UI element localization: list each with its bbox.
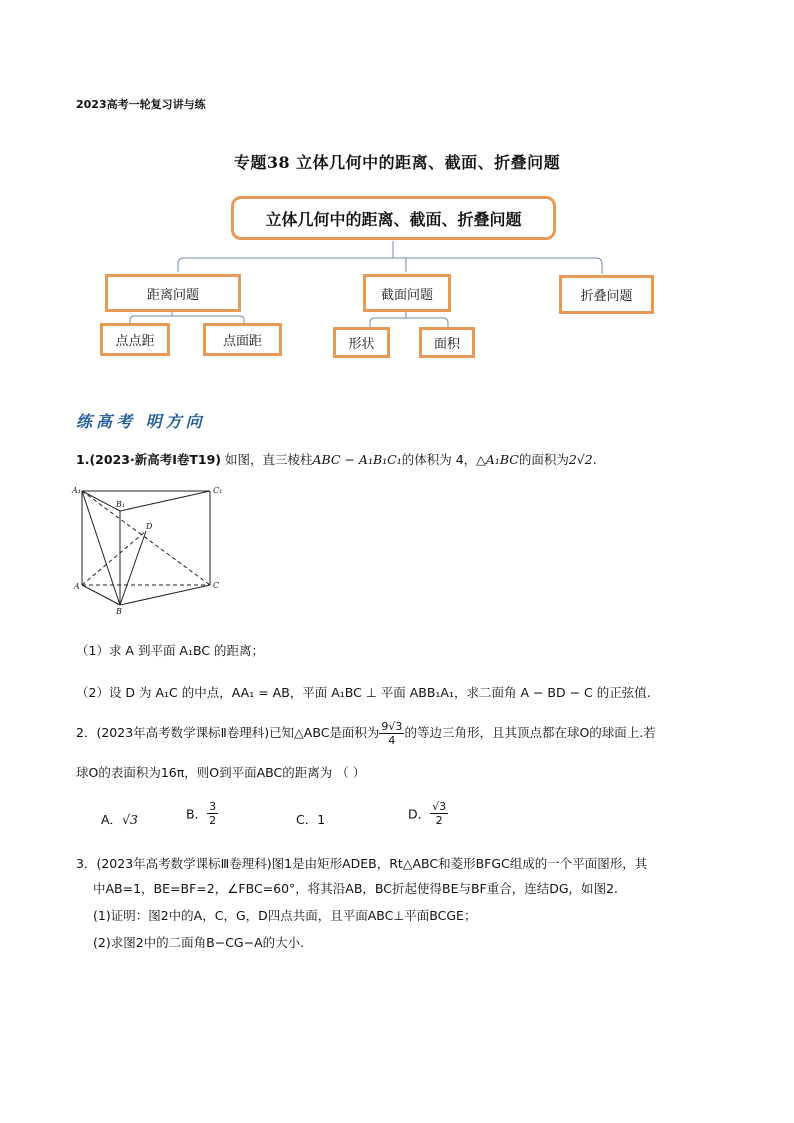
edge-bc [120, 585, 210, 605]
label-a1: A₁ [72, 486, 81, 495]
question-2 [76, 720, 794, 747]
node-folding: 折叠问题 [559, 275, 654, 314]
diagram-root-node: 立体几何中的距离、截面、折叠问题 [231, 196, 556, 240]
q2-option-b-fraction [207, 800, 218, 827]
q1-source: (2023·新高考Ⅰ卷T19) [89, 452, 221, 467]
page-header: 2023高考一轮复习讲与练 [76, 98, 206, 111]
q2-option-a[interactable] [101, 810, 138, 828]
label-d: D [146, 522, 153, 531]
question-1 [76, 451, 776, 469]
q2-frac-num: 9√3 [381, 720, 403, 733]
q2-frac-den: 4 [388, 734, 396, 747]
q1-area: 2√2 [568, 452, 593, 467]
q2-line-2: 球O的表面积为16π，则O到平面ABC的距离为 （ ） [76, 765, 366, 780]
node-shape: 形状 [333, 327, 390, 358]
q1-text-c: 的面积为 [518, 452, 569, 467]
q2-option-c[interactable] [296, 810, 325, 828]
connector-branches [178, 258, 602, 274]
label-c1: C₁ [213, 486, 223, 495]
q2-prefix: 2．(2023年高考数学课标Ⅱ卷理科)已知△ABC是面积为 [76, 725, 380, 740]
q3-line-2: 中AB=1，BE=BF=2，∠FBC=60°，将其沿AB，BC折起使得BE与BF重合，连结DG，如图2. [93, 881, 618, 896]
q1-end: . [592, 452, 597, 467]
q2-fraction [379, 720, 404, 747]
label-b: B [116, 607, 122, 615]
label-c: C [213, 581, 220, 590]
node-area: 面积 [419, 327, 475, 358]
q1-part-2: （2）设 D 为 A₁C 的中点，AA₁ = AB，平面 A₁BC ⊥ 平面 ABB₁A₁，求二面角 A − BD − C 的正弦值. [76, 685, 651, 700]
q2-option-b-den: 2 [209, 814, 217, 827]
q1-text-a: 如图，直三棱柱 [221, 452, 313, 467]
q1-prism: ABC − A₁B₁C₁ [312, 452, 402, 467]
q2-option-a-value: √3 [122, 812, 138, 827]
q3-part-1: (1)证明：图2中的A，C，G，D四点共面，且平面ABC⊥平面BCGE； [93, 908, 477, 923]
q2-option-d-num: √3 [432, 800, 447, 813]
q1-triangle: △A₁BC [476, 452, 519, 467]
q3-line-1: 3．(2023年高考数学课标Ⅲ卷理科)图1是由矩形ADEB，Rt△ABC和菱形BFGC组成的一个平面图形，其 [76, 856, 648, 871]
node-distance: 距离问题 [105, 274, 241, 312]
q2-option-b[interactable] [186, 800, 218, 827]
edge-b1c1 [120, 491, 210, 511]
q2-option-b-num: 3 [209, 800, 217, 813]
node-section: 截面问题 [363, 274, 451, 312]
q2-option-d-den: 2 [435, 814, 443, 827]
node-point-point: 点点距 [100, 323, 170, 356]
q1-part-1: （1）求 A 到平面 A₁BC 的距离； [76, 643, 265, 658]
page-title: 专题38 立体几何中的距离、截面、折叠问题 [233, 153, 561, 172]
node-point-plane: 点面距 [203, 323, 282, 356]
q2-suffix: 的等边三角形，且其顶点都在球O的球面上.若 [404, 725, 656, 740]
q1-number: 1. [76, 452, 90, 467]
q2-option-c-value: 1 [317, 812, 326, 827]
q2-option-d-label: D． [408, 806, 431, 822]
prism-figure [70, 485, 230, 615]
q2-option-d[interactable] [408, 800, 448, 827]
q3-part-2: (2)求图2中的二面角B−CG−A的大小. [93, 935, 305, 950]
q2-option-a-label: A． [101, 812, 123, 827]
q1-text-b: 的体积为 4， [401, 452, 477, 467]
q2-option-b-label: B． [186, 806, 208, 822]
section-heading: 练高考 明方向 [76, 412, 206, 431]
label-a: A [74, 582, 80, 591]
q2-option-d-fraction [430, 800, 448, 827]
label-b1: B₁ [116, 500, 126, 509]
q2-option-c-label: C． [296, 812, 318, 827]
